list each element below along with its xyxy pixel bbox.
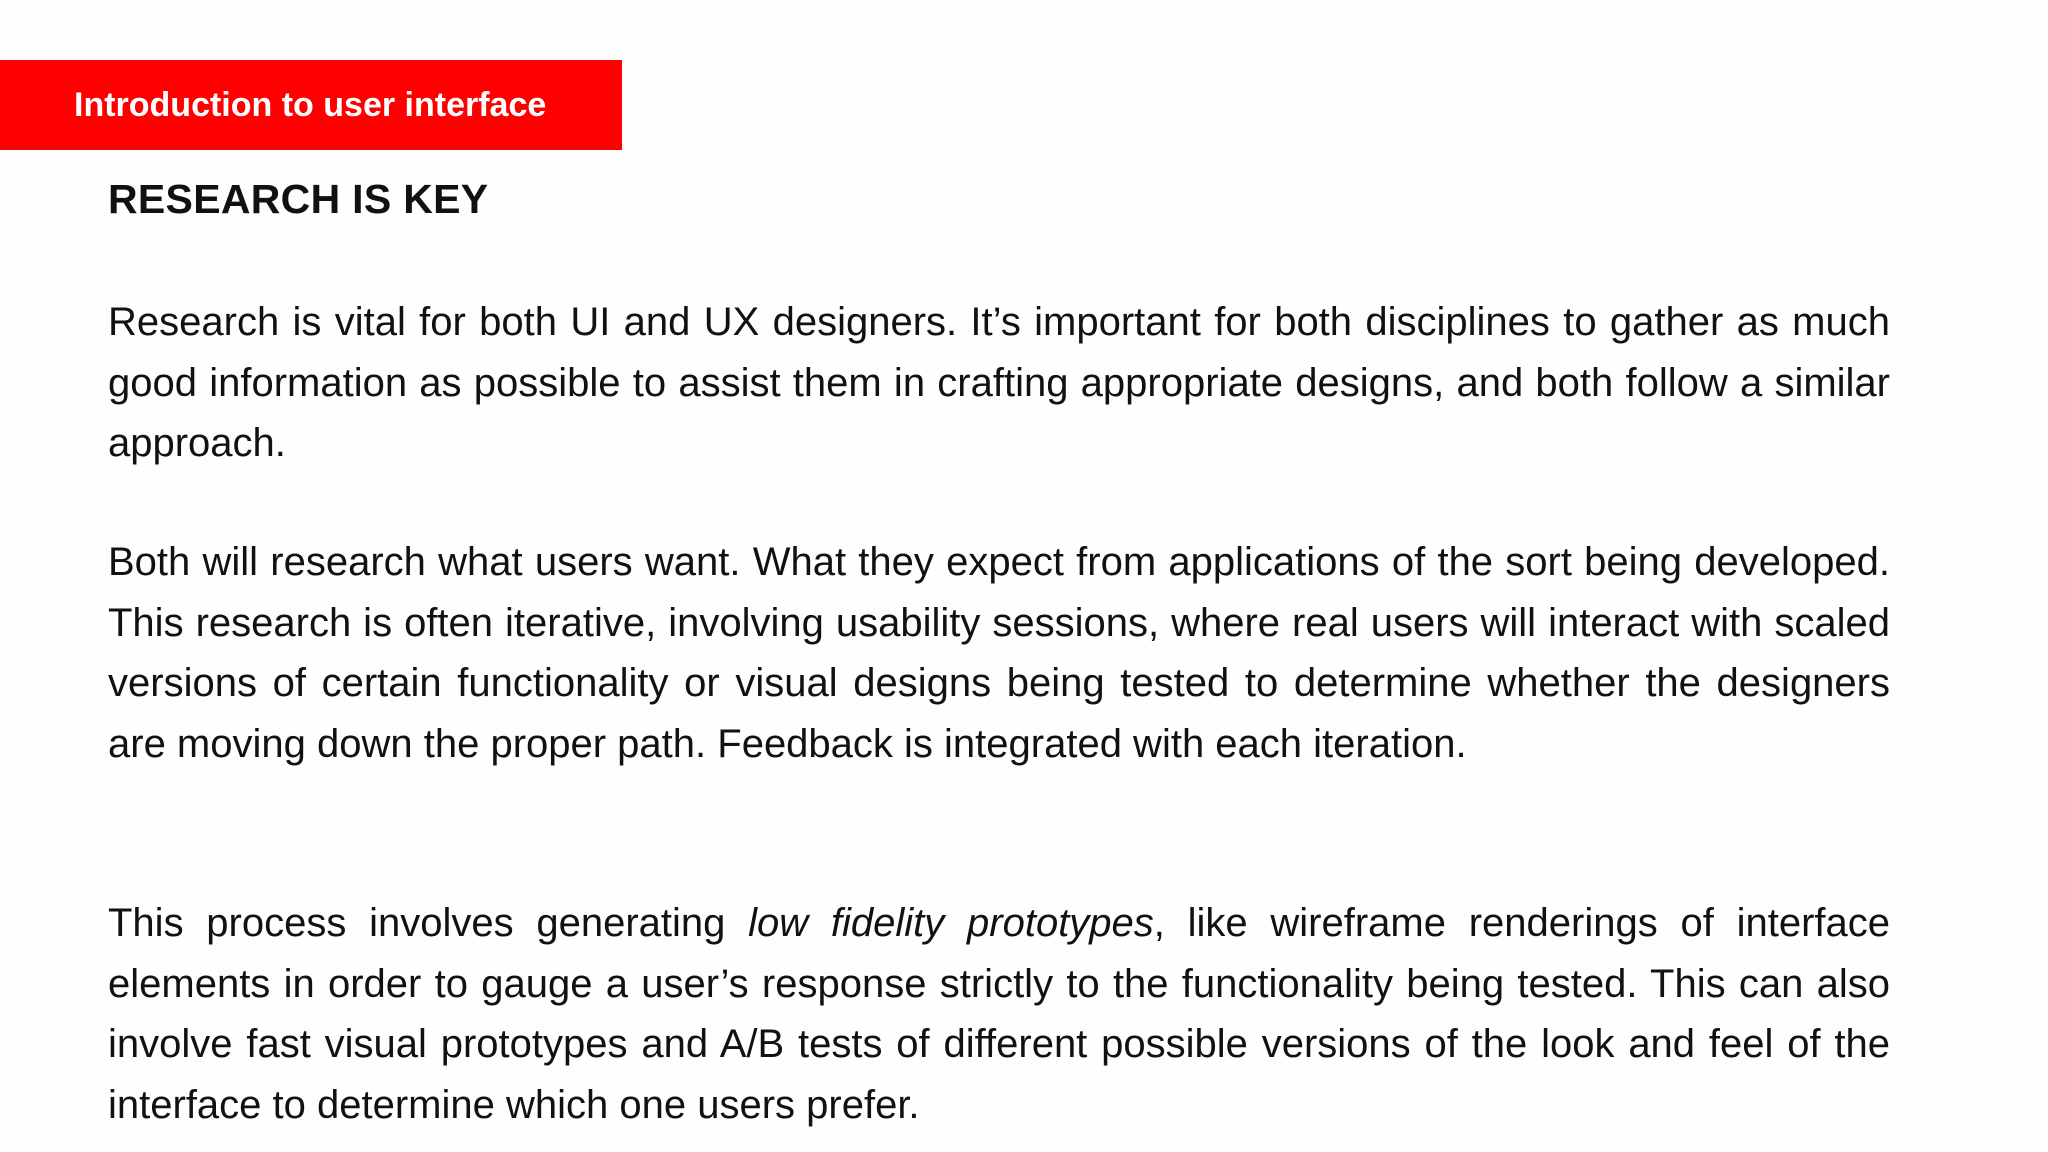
paragraph-prototypes bbox=[108, 893, 1890, 1135]
section-heading: RESEARCH IS KEY bbox=[108, 176, 489, 222]
banner-title: Introduction to user interface bbox=[74, 85, 547, 124]
paragraph-prototypes-before: This process involves generating bbox=[108, 901, 749, 945]
paragraph-research-users: Both will research what users want. What they expect from applications of the sort being developed. This research is often iterative, involving usability sessions, where real users will interact with scaled versions of certain functionality or visual designs being tested to determine whether the designers are moving down the proper path. Feedback is integrated with each iteration. bbox=[108, 540, 1890, 766]
emphasis-low-fidelity-prototypes: low fidelity prototypes bbox=[748, 901, 1154, 945]
paragraph-prototypes-after: , like wireframe renderings of interface elements in order to gauge a user’s response strictly to the functionality being tested. This can also involve fast visual prototypes and A/B tests of different possible versions of the look and feel of the interface to determine which one users prefer. bbox=[108, 901, 1890, 1127]
paragraph-research-vital: Research is vital for both UI and UX designers. It’s important for both disciplines to gather as much good information as possible to assist them in crafting appropriate designs, and both follow a similar approach. bbox=[108, 300, 1890, 465]
title-banner bbox=[0, 60, 622, 150]
